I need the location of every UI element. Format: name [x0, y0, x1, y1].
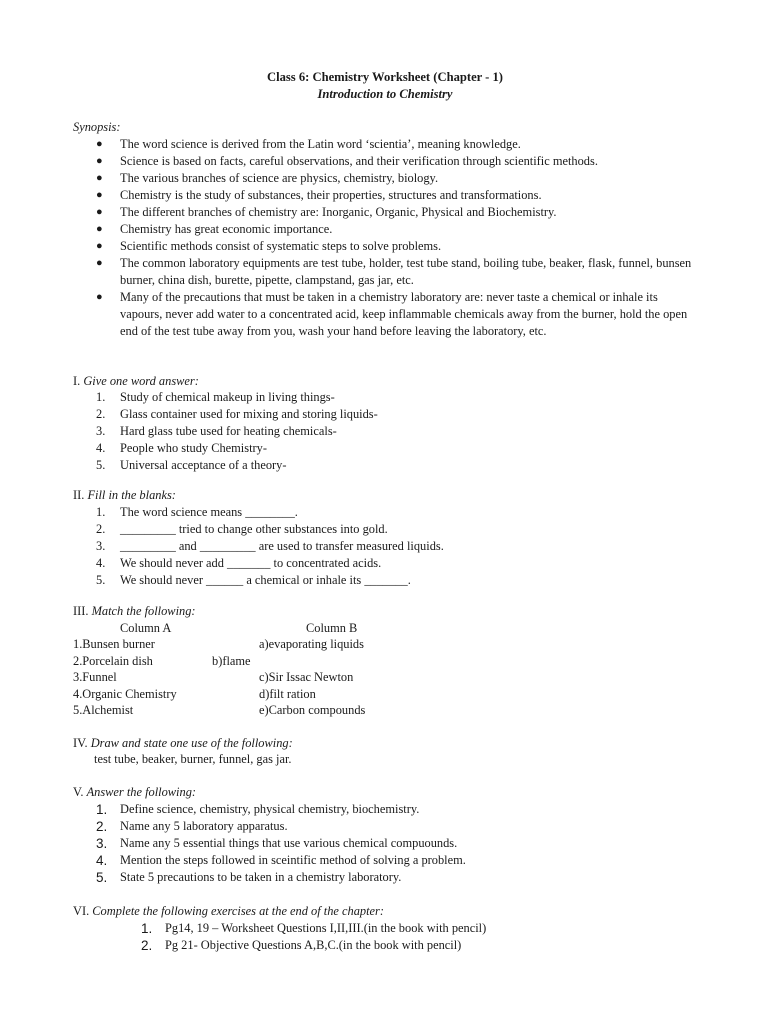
- match-right-item: c)Sir Issac Newton: [259, 670, 354, 684]
- column-a-header: Column A: [120, 621, 172, 635]
- list-item: 4. Mention the steps followed in sceintific method of solving a problem.: [96, 853, 466, 868]
- match-right-item: a)evaporating liquids: [259, 637, 364, 651]
- list-item: 3. Name any 5 essential things that use various chemical compuounds.: [96, 836, 458, 851]
- section-2-heading: II. Fill in the blanks:: [73, 488, 176, 502]
- section-5-heading: V. Answer the following:: [73, 785, 197, 799]
- section-4-heading: IV. Draw and state one use of the following:: [73, 736, 293, 750]
- match-left-item: 4.Organic Chemistry: [73, 687, 177, 701]
- synopsis-heading: Synopsis:: [73, 120, 121, 134]
- section-3-heading: III. Match the following:: [73, 604, 196, 618]
- section-4-text: test tube, beaker, burner, funnel, gas jar.: [94, 752, 292, 766]
- section-6-list: [141, 920, 741, 954]
- list-item: 4. People who study Chemistry-: [96, 441, 267, 455]
- list-item: 5. State 5 precautions to be taken in a chemistry laboratory.: [96, 870, 402, 885]
- synopsis-item: ● Many of the precautions that must be taken in a chemistry laboratory are: never taste a chemical or inhale its vapours, never add water to a concentrated acid, keep inflammable chemicals away from the burner, hold the open end of the test tube away from you, wash your hand before leaving the laboratory, etc.: [96, 289, 696, 340]
- match-left-item: 5.Alchemist: [73, 703, 134, 717]
- synopsis-item: ● The different branches of chemistry are: Inorganic, Organic, Physical and Biochemistry.: [96, 204, 696, 221]
- list-item: 3. Hard glass tube used for heating chemicals-: [96, 424, 337, 438]
- section-6-heading: VI. Complete the following exercises at the end of the chapter:: [73, 904, 384, 918]
- list-item: 4. We should never add _______ to concentrated acids.: [96, 556, 382, 570]
- synopsis-item: ● Scientific methods consist of systematic steps to solve problems.: [96, 238, 696, 255]
- match-left-item: 2.Porcelain dish: [73, 654, 153, 668]
- match-left-item: 3.Funnel: [73, 670, 117, 684]
- match-left-item: 1.Bunsen burner: [73, 637, 155, 651]
- list-item: 5. We should never ______ a chemical or inhale its _______.: [96, 573, 411, 587]
- synopsis-item: ● Chemistry has great economic importance.: [96, 221, 696, 238]
- column-b-header: Column B: [306, 621, 358, 635]
- synopsis-item: ● Science is based on facts, careful observations, and their verification through scientific methods.: [96, 153, 696, 170]
- synopsis-item: ● The common laboratory equipments are test tube, holder, test tube stand, boiling tube, beaker, flask, funnel, bunsen burner, china dish, burette, pipette, clampstand, gas jar, etc.: [96, 255, 696, 289]
- list-item: 2. Name any 5 laboratory apparatus.: [96, 819, 288, 834]
- list-item: 1. Study of chemical makeup in living things-: [96, 390, 335, 404]
- list-item: 3. _________ and _________ are used to transfer measured liquids.: [96, 539, 444, 553]
- list-item: 1. Define science, chemistry, physical chemistry, biochemistry.: [96, 802, 420, 817]
- list-item: 2. Glass container used for mixing and storing liquids-: [96, 407, 378, 421]
- subtitle-line: Introduction to Chemistry: [317, 87, 453, 101]
- section-1-list: [96, 389, 696, 474]
- synopsis-item: ● The word science is derived from the Latin word ‘scientia’, meaning knowledge.: [96, 136, 696, 153]
- list-item: 1. The word science means ________.: [96, 505, 298, 519]
- synopsis-item: ● The various branches of science are physics, chemistry, biology.: [96, 170, 696, 187]
- section-2-list: [96, 504, 696, 589]
- list-item: 2. Pg 21- Objective Questions A,B,C.(in the book with pencil): [141, 938, 462, 953]
- list-item: 2. _________ tried to change other substances into gold.: [96, 522, 388, 536]
- list-item: 5. Universal acceptance of a theory-: [96, 458, 287, 472]
- match-right-item: e)Carbon compounds: [259, 703, 366, 717]
- worksheet-title: [0, 69, 770, 103]
- synopsis-list: [96, 136, 696, 340]
- match-right-item: b)flame: [212, 654, 251, 668]
- synopsis-item: ● Chemistry is the study of substances, their properties, structures and transformations.: [96, 187, 696, 204]
- title-line: Class 6: Chemistry Worksheet (Chapter - 1): [267, 70, 503, 84]
- match-right-item: d)filt ration: [259, 687, 316, 701]
- section-5-list: [96, 801, 696, 886]
- list-item: 1. Pg14, 19 – Worksheet Questions I,II,III.(in the book with pencil): [141, 921, 487, 936]
- section-1-heading: I. Give one word answer:: [73, 374, 199, 388]
